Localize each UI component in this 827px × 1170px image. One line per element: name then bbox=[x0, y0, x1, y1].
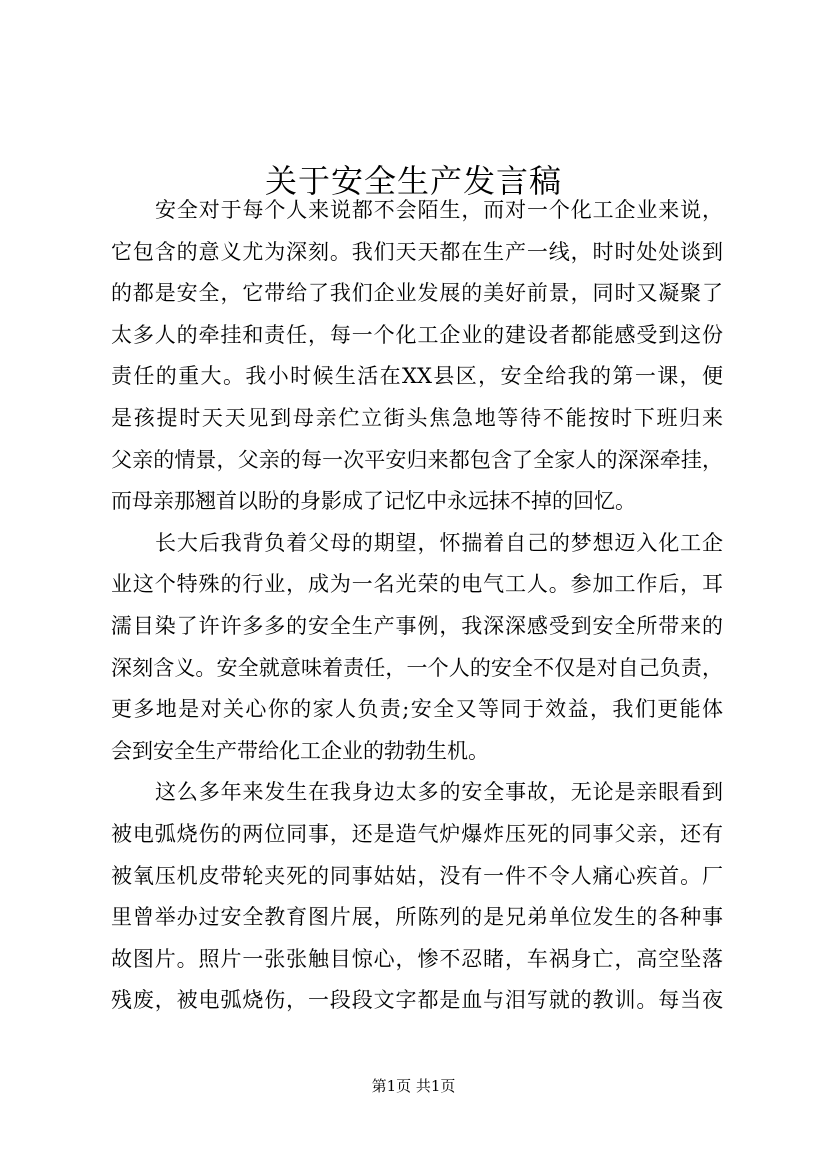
page-footer: 第1页 共1页 bbox=[371, 1077, 456, 1095]
paragraph-3-line-6: 残废，被电弧烧伤，一段段文字都是血与泪写就的教训。每当夜 bbox=[111, 988, 723, 1013]
paragraph-1-line-3: 的都是安全，它带给了我们企业发展的美好前景，同时又凝聚了 bbox=[111, 281, 723, 306]
paragraph-3-line-4: 里曾举办过安全教育图片展，所陈列的是兄弟单位发生的各种事 bbox=[111, 905, 723, 930]
document-body bbox=[111, 190, 723, 1022]
paragraph-1-line-5: 责任的重大。我小时候生活在XX县区，安全给我的第一课，便 bbox=[111, 364, 723, 389]
paragraph-3-line-2: 被电弧烧伤的两位同事，还是造气炉爆炸压死的同事父亲，还有 bbox=[111, 821, 723, 846]
paragraph-3-line-5: 故图片。照片一张张触目惊心，惨不忍睹，车祸身亡，高空坠落 bbox=[111, 946, 723, 971]
paragraph-1-line-2: 它包含的意义尤为深刻。我们天天都在生产一线，时时处处谈到 bbox=[111, 239, 723, 264]
paragraph-3-line-3: 被氧压机皮带轮夹死的同事姑姑，没有一件不令人痛心疾首。厂 bbox=[111, 863, 723, 888]
paragraph-2-line-4: 深刻含义。安全就意味着责任，一个人的安全不仅是对自己负责， bbox=[111, 655, 723, 680]
paragraph-2-line-6: 会到安全生产带给化工企业的勃勃生机。 bbox=[111, 738, 489, 763]
paragraph-1-line-7: 父亲的情景，父亲的每一次平安归来都包含了全家人的深深牵挂， bbox=[111, 447, 723, 472]
paragraph-2-line-5: 更多地是对关心你的家人负责;安全又等同于效益，我们更能体 bbox=[111, 697, 723, 722]
paragraph-1-line-8: 而母亲那翘首以盼的身影成了记忆中永远抹不掉的回忆。 bbox=[111, 489, 636, 514]
paragraph-1-line-1: 安全对于每个人来说都不会陌生，而对一个化工企业来说， bbox=[155, 198, 723, 222]
paragraph-2-line-2: 业这个特殊的行业，成为一名光荣的电气工人。参加工作后，耳 bbox=[111, 572, 723, 597]
paragraph-2-line-1: 长大后我背负着父母的期望，怀揣着自己的梦想迈入化工企 bbox=[155, 530, 723, 555]
paragraph-1-line-6: 是孩提时天天见到母亲伫立街头焦急地等待不能按时下班归来 bbox=[111, 405, 723, 430]
document-title: 关于安全生产发言稿 bbox=[264, 162, 562, 201]
paragraph-3-line-1: 这么多年来发生在我身边太多的安全事故，无论是亲眼看到 bbox=[155, 780, 723, 805]
paragraph-1-line-4: 太多人的牵挂和责任，每一个化工企业的建设者都能感受到这份 bbox=[111, 322, 723, 347]
paragraph-2-line-3: 濡目染了许许多多的安全生产事例，我深深感受到安全所带来的 bbox=[111, 613, 723, 638]
